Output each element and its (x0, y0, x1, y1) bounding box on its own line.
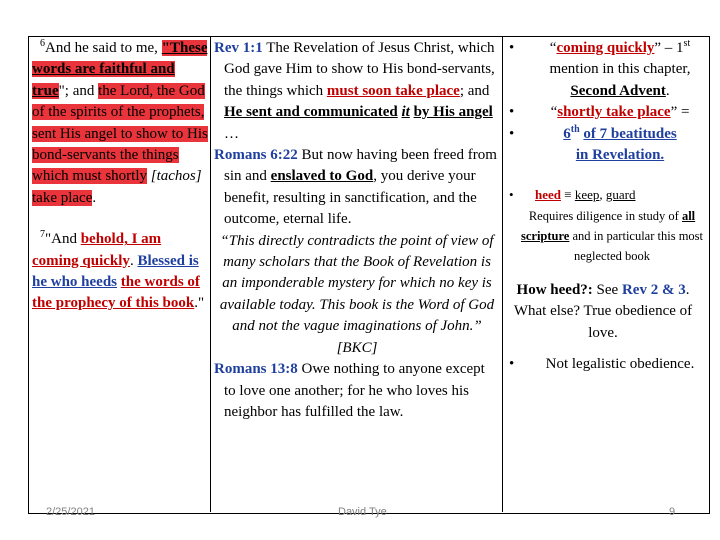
verse-7-blessed-heeds: Blessed is he who heeds (32, 252, 199, 291)
bkc-quote: “This directly contradicts the point of view of many scholars that the Book of Revelation is an imponderable mystery for which no key is available today. This book is the Word of God and not the vague imaginations of John.” [BKC] (219, 232, 495, 356)
verse-6-lord-sent-angel: the Lord, the God of the spirits of the prophets, sent His angel to show to His bond-servants the things which must shortly (32, 82, 208, 185)
verse-7-behold-coming: behold, I am coming quickly (32, 231, 162, 269)
cross-reference-column (214, 38, 500, 423)
note-how-rev-2-3: Rev 2 & 3 (621, 281, 686, 298)
note-1-suffix: st (683, 38, 691, 49)
verse-7-words-prophecy: the words of the prophecy of this book (32, 274, 200, 312)
note-2-equals: ” = (670, 104, 690, 121)
rev-1-1-and: ; and (459, 82, 490, 99)
column-divider-1 (210, 36, 211, 512)
note-how-question: How heed?: (516, 281, 593, 298)
verse-6-and: "; and (58, 82, 95, 99)
note-coming-quickly (505, 38, 705, 102)
verse-6-number: 6 (40, 38, 45, 49)
scripture-column (32, 38, 208, 315)
note-4-comma: , (599, 187, 606, 203)
note-5-text: Not legalistic obedience. (545, 356, 695, 373)
note-diligence (505, 206, 705, 266)
notes-column (505, 38, 705, 375)
footer-author: David Tye (338, 506, 387, 518)
note-shortly-take-place (505, 102, 705, 123)
romans-6-22-reference: Romans 6:22 (214, 147, 298, 164)
rev-1-1-must-soon: must soon take place (326, 82, 460, 99)
rev-1-1-passage (214, 38, 500, 145)
verse-6-greek-word: [tachos] (150, 168, 202, 185)
note-1-period: . (665, 82, 670, 99)
verse-6-period: . (92, 189, 97, 206)
note-how-rest: . What else? True obedience of love. (513, 281, 693, 341)
note-beatitudes (505, 124, 705, 167)
note-2-open-quote: “ (550, 104, 558, 121)
note-diligence-a: Requires diligence in study of (528, 208, 679, 223)
verse-6-intro: And he said to me, (45, 40, 158, 56)
rev-1-1-text: The Revelation of Jesus Christ, which God gave Him to show to His bond-servants, the things which (224, 40, 495, 99)
note-not-legalistic (505, 354, 705, 375)
verse-7-intro: "And (45, 231, 81, 248)
verse-7-period: . (129, 252, 134, 269)
note-2-shortly: shortly take place (557, 104, 671, 121)
verse-7-number: 7 (40, 229, 45, 241)
note-diligence-scripture: all scripture (520, 208, 696, 243)
romans-13-8-passage (214, 359, 500, 423)
column-divider-2 (502, 36, 503, 512)
verse-6-words-faithful: "These words are faithful and true (32, 40, 208, 99)
verse-7-end: ." (194, 295, 205, 312)
rev-1-1-by-angel: by His angel (413, 104, 493, 121)
note-1-open-quote: “ (549, 40, 557, 56)
romans-6-22-enslaved: enslaved to God (270, 168, 374, 185)
verse-6-take-place: take place (32, 189, 93, 206)
footer-page-number: 9 (669, 506, 676, 518)
note-3-in-revelation: in Revelation. (575, 147, 665, 164)
note-how-heed (501, 280, 705, 344)
verse-7 (32, 229, 208, 315)
note-4-guard: guard (605, 187, 636, 203)
note-3-sixth: 6 (563, 125, 571, 142)
romans-13-8-reference: Romans 13:8 (214, 361, 298, 378)
rev-1-1-ellipsis: … (224, 125, 239, 142)
note-4-keep: keep (574, 187, 600, 203)
note-4-heed: heed (535, 187, 561, 203)
note-1-dash: ” – (654, 40, 673, 56)
note-1-second-advent: Second Advent (570, 82, 666, 99)
note-3-suffix: th (570, 123, 580, 135)
rev-1-1-it: it (401, 104, 410, 121)
footer-date: 2/25/2021 (46, 506, 95, 518)
romans-6-22-text-b: , you derive your benefit, resulting in sanctification, and the outcome, eternal life. (224, 168, 477, 228)
romans-6-22-passage (214, 145, 500, 231)
rev-1-1-he-sent: He sent and communicated (224, 104, 398, 121)
verse-6 (32, 38, 208, 209)
romans-6-22-text-a: But now having been freed from sin and (224, 147, 497, 185)
note-heed (505, 184, 705, 205)
note-how-see: See (596, 281, 619, 298)
rev-1-1-reference: Rev 1:1 (214, 40, 263, 56)
note-1-first: 1 (676, 40, 684, 56)
note-3-beatitudes: of 7 beatitudes (583, 125, 677, 142)
note-1-coming-quickly: coming quickly (556, 40, 655, 56)
note-4-equiv: ≡ (561, 187, 575, 203)
romans-13-8-text: Owe nothing to anyone except to love one another; for he who loves his neighbor has fulfilled the law. (224, 361, 485, 420)
note-1-mention: mention in this chapter, (549, 61, 691, 78)
note-diligence-c: and in particular this most neglected book (572, 228, 704, 263)
